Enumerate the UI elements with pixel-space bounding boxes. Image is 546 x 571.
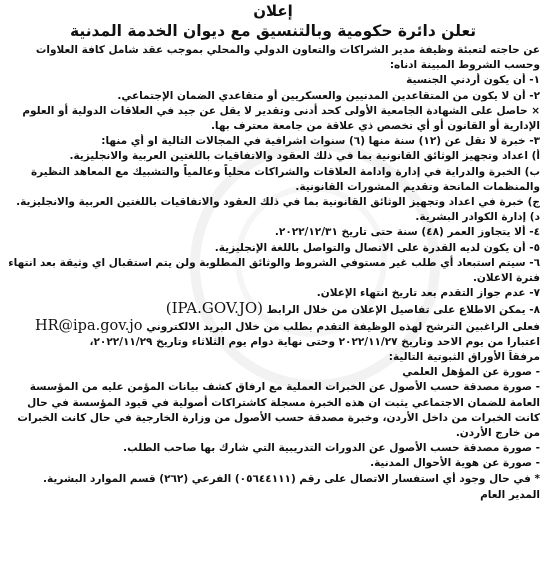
- contact-info: * في حال وجود أي استفسار الاتصال على رقم (٠٥٦٤٤١١١) الفرعي (٢٦٢) قسم الموارد البشرية.: [42, 472, 540, 485]
- announcement-title: إعلان: [253, 2, 293, 20]
- documents-title: مرفقاً الأوراق الثبوتية التالية:: [388, 351, 540, 364]
- document-id: - صورة عن هوية الأحوال المدنية.: [370, 457, 540, 470]
- condition-nationality: ١- أن يكون أردني الجنسية: [406, 74, 540, 87]
- condition-deadline: ٧- عدم جواز التقدم بعد تاريخ انتهاء الإعلان.: [316, 287, 540, 300]
- announcement-subtitle: تعلن دائرة حكومية وبالتنسيق مع ديوان الخدمة المدنية: [69, 22, 477, 40]
- experience-item-a: أ) اعداد وتجهيز الوثائق القانونية بما في ذلك العقود والاتفاقيات باللغتين العربية والانجليزية.: [69, 150, 540, 163]
- signature: المدير العام: [480, 488, 540, 501]
- website-link[interactable]: (IPA.GOV.JO): [165, 301, 264, 318]
- document-training: - صورة مصدقة حسب الأصول عن الدورات التدريبية التي شارك بها صاحب الطلب.: [123, 442, 540, 455]
- condition-age: ٤- ألا يتجاوز العمر (٤٨) سنة حتى تاريخ ٢٠٢٢/١٢/٣١.: [274, 226, 540, 239]
- application-email-line: [6, 319, 540, 335]
- announcement-body: [6, 43, 540, 503]
- condition-english: ٥- أن يكون لديه القدرة على الاتصال والتواصل باللغة الإنجليزية.: [214, 241, 540, 254]
- application-text: فعلى الراغبين الترشح لهذه الوظيفة التقدم بطلب من خلال البريد الالكتروني: [146, 320, 540, 333]
- condition-exclusion: ٦- سيتم استبعاد أي طلب غير مستوفي الشروط والوثائق المطلوبة ولن يتم استقبال اي وثيقة بعد انتهاء فترة الاعلان.: [8, 256, 540, 285]
- experience-item-d: د) إدارة الكوادر البشرية.: [415, 211, 540, 224]
- email-link[interactable]: HR@ipa.gov.jo: [34, 318, 143, 334]
- intro-text: عن حاجته لتعبئة وظيفة مدير الشراكات والتعاون الدولي والمحلي بموجب عقد شامل كافة العلاوات وحسب الشروط المبينة ادناه:: [35, 44, 540, 72]
- experience-item-b: ب) الخبرة والدراية في إدارة وادامة العلاقات والشراكات محلياً وعالمياً والتشبيك مع المعاهد النظيرة والمنظمات المانحة وتقديم المشورات القانونية.: [30, 165, 540, 193]
- condition-experience: ٣- خبرة لا تقل عن (١٢) سنة منها (٦) سنوات اشرافية في المجالات التالية او أي منها:: [101, 135, 540, 148]
- condition-link-text: ٨- يمكن الاطلاع على تفاصيل الإعلان من خلال الرابط: [266, 304, 540, 317]
- experience-item-c: ج) خبرة في اعداد وتجهيز الوثائق القانونية بما في ذلك العقود والاتفاقيات باللغتين العربية والانجليزية.: [16, 196, 540, 209]
- document-degree: - صورة عن المؤهل العلمي: [402, 366, 540, 379]
- condition-degree: × حاصل على الشهادة الجامعية الأولى كحد أدنى وتقدير لا يقل عن جيد في العلاقات الدولية أو العلوم الإدارية أو القانون أو أي تخصص ذي علاقة من جامعة معترف بها.: [22, 104, 540, 133]
- condition-not-retired: ٢- أن لا يكون من المتقاعدين المدنيين والعسكريين أو متقاعدي الضمان الإجتماعي.: [117, 89, 540, 102]
- document-experience: - صورة مصدقة حسب الأصول عن الخبرات العملية مع ارفاق كشف بيانات المؤمن عليه من المؤسسة العامة للضمان الاجتماعي يثبت ان هذه الخبرة مسجلة كاشتراكات أصولية في قيود المؤسسة في حال كانت الخبرات من داخل الأردن، وخبرة مصدقة حسب الأصول من وزارة الخارجية في حال كانت الخبرات من خارج الأردن.: [17, 381, 540, 440]
- application-dates: اعتبارا من يوم الاحد وتاريخ ٢٠٢٢/١١/٢٧ وحتى نهاية دوام يوم الثلاثاء وتاريخ ٢٠٢٢/١١/٢٩،: [89, 335, 540, 348]
- condition-link: [6, 301, 540, 318]
